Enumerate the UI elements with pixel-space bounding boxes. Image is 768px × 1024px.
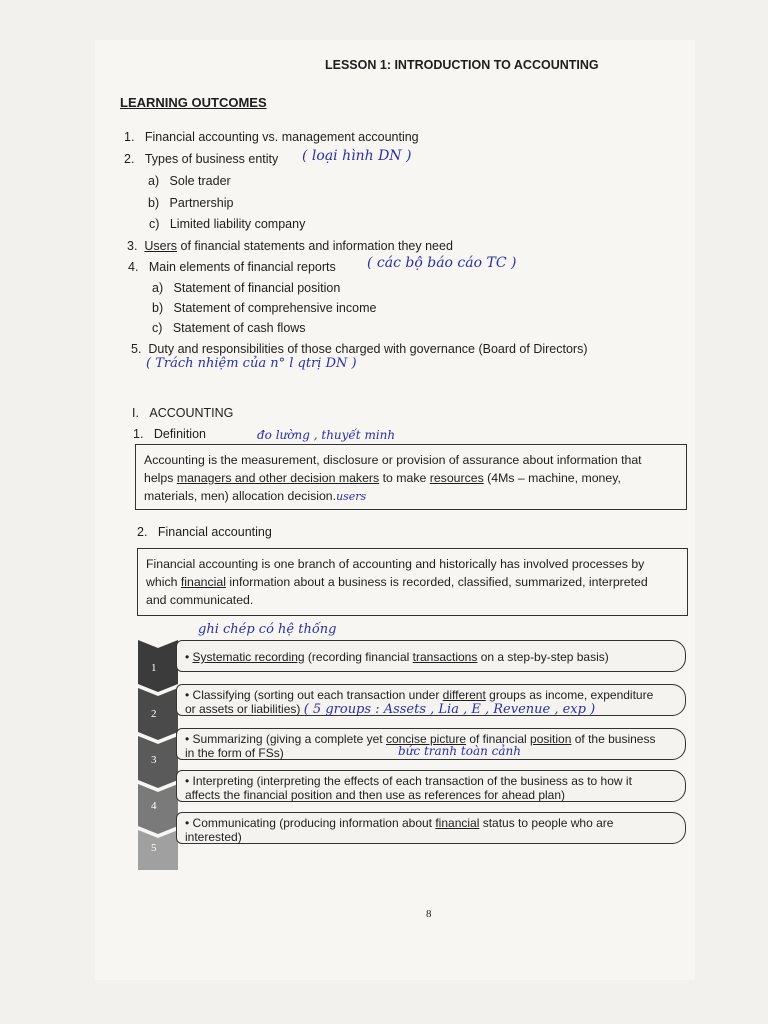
outcome-5: 5. Duty and responsibilities of those charged with governance (Board of Directors) [131, 342, 588, 356]
chevron-2 [138, 688, 178, 740]
chevron-column [138, 640, 178, 870]
outcome-3: 3. Users of financial statements and information they need [127, 239, 453, 253]
definition-heading: 1. Definition [133, 427, 206, 441]
page-number: 8 [426, 908, 432, 920]
definition-line-2: helps managers and other decision makers to make resources (4Ms – machine, money, [144, 471, 621, 485]
handwritten-groups-note: ( 5 groups : Assets , Lia , E , Revenue , exp ) [303, 702, 596, 717]
handwritten-users-note: users [336, 490, 367, 503]
fa-line-2: which financial information about a business is recorded, classified, summarized, interpreted [146, 575, 648, 589]
handwritten-recording-note: ghi chép có hệ thống [198, 622, 337, 637]
handwritten-reports-note: ( các bộ báo cáo TC ) [367, 255, 517, 271]
step-3: • Summarizing (giving a complete yet concise picture of financial position of the business in the form of FSs) [176, 728, 686, 760]
step-number-4: 4 [151, 800, 157, 812]
definition-box [135, 444, 687, 510]
outcome-4b: b) Statement of comprehensive income [152, 301, 377, 315]
handwritten-picture-note: bức tranh toàn cảnh [398, 744, 522, 758]
outcome-4c: c) Statement of cash flows [152, 321, 306, 335]
fa-line-1: Financial accounting is one branch of accounting and historically has involved processes by [146, 557, 645, 571]
financial-accounting-box [137, 548, 688, 616]
chevron-5 [138, 830, 178, 870]
outcome-4a: a) Statement of financial position [152, 281, 341, 295]
financial-accounting-heading: 2. Financial accounting [137, 525, 272, 539]
step-1: • Systematic recording (recording financial transactions on a step-by-step basis) [176, 640, 686, 672]
handwritten-definition-note: đo lường , thuyết minh [257, 428, 396, 442]
outcome-2b: b) Partnership [148, 196, 234, 210]
fa-line-3: and communicated. [146, 593, 254, 607]
definition-line-3: materials, men) allocation decision.users [144, 489, 367, 503]
step-2: • Classifying (sorting out each transaction under different groups as income, expenditure or assets or liabilities) ( 5 groups : Assets , Lia , E , Revenue , exp ) [176, 684, 686, 716]
step-number-3: 3 [151, 754, 157, 766]
chevron-4 [138, 784, 178, 834]
step-5: • Communicating (producing information about financial status to people who are interested) [176, 812, 686, 844]
chevron-1 [138, 640, 178, 692]
handwritten-duty-note: ( Trách nhiệm của n° l qtrị DN ) [146, 356, 357, 371]
step-number-5: 5 [151, 842, 157, 854]
step-number-2: 2 [151, 708, 157, 720]
outcome-2: 2. Types of business entity [124, 152, 279, 166]
step-number-1: 1 [151, 662, 157, 674]
section-heading: I. ACCOUNTING [132, 406, 234, 420]
outcome-4: 4. Main elements of financial reports [128, 260, 336, 274]
outcome-1: 1. Financial accounting vs. management accounting [124, 130, 419, 144]
learning-outcomes-heading: LEARNING OUTCOMES [120, 95, 267, 110]
outcome-2a: a) Sole trader [148, 174, 231, 188]
page-title: LESSON 1: INTRODUCTION TO ACCOUNTING [325, 58, 599, 72]
step-4: • Interpreting (interpreting the effects of each transaction of the business as to how it affects the financial position and then use as references for ahead plan) [176, 770, 686, 802]
handwritten-entity-note: ( loại hình DN ) [302, 148, 412, 164]
chevron-3 [138, 736, 178, 788]
outcome-2c: c) Limited liability company [149, 217, 306, 231]
definition-line-1: Accounting is the measurement, disclosure or provision of assurance about information that [144, 453, 642, 467]
